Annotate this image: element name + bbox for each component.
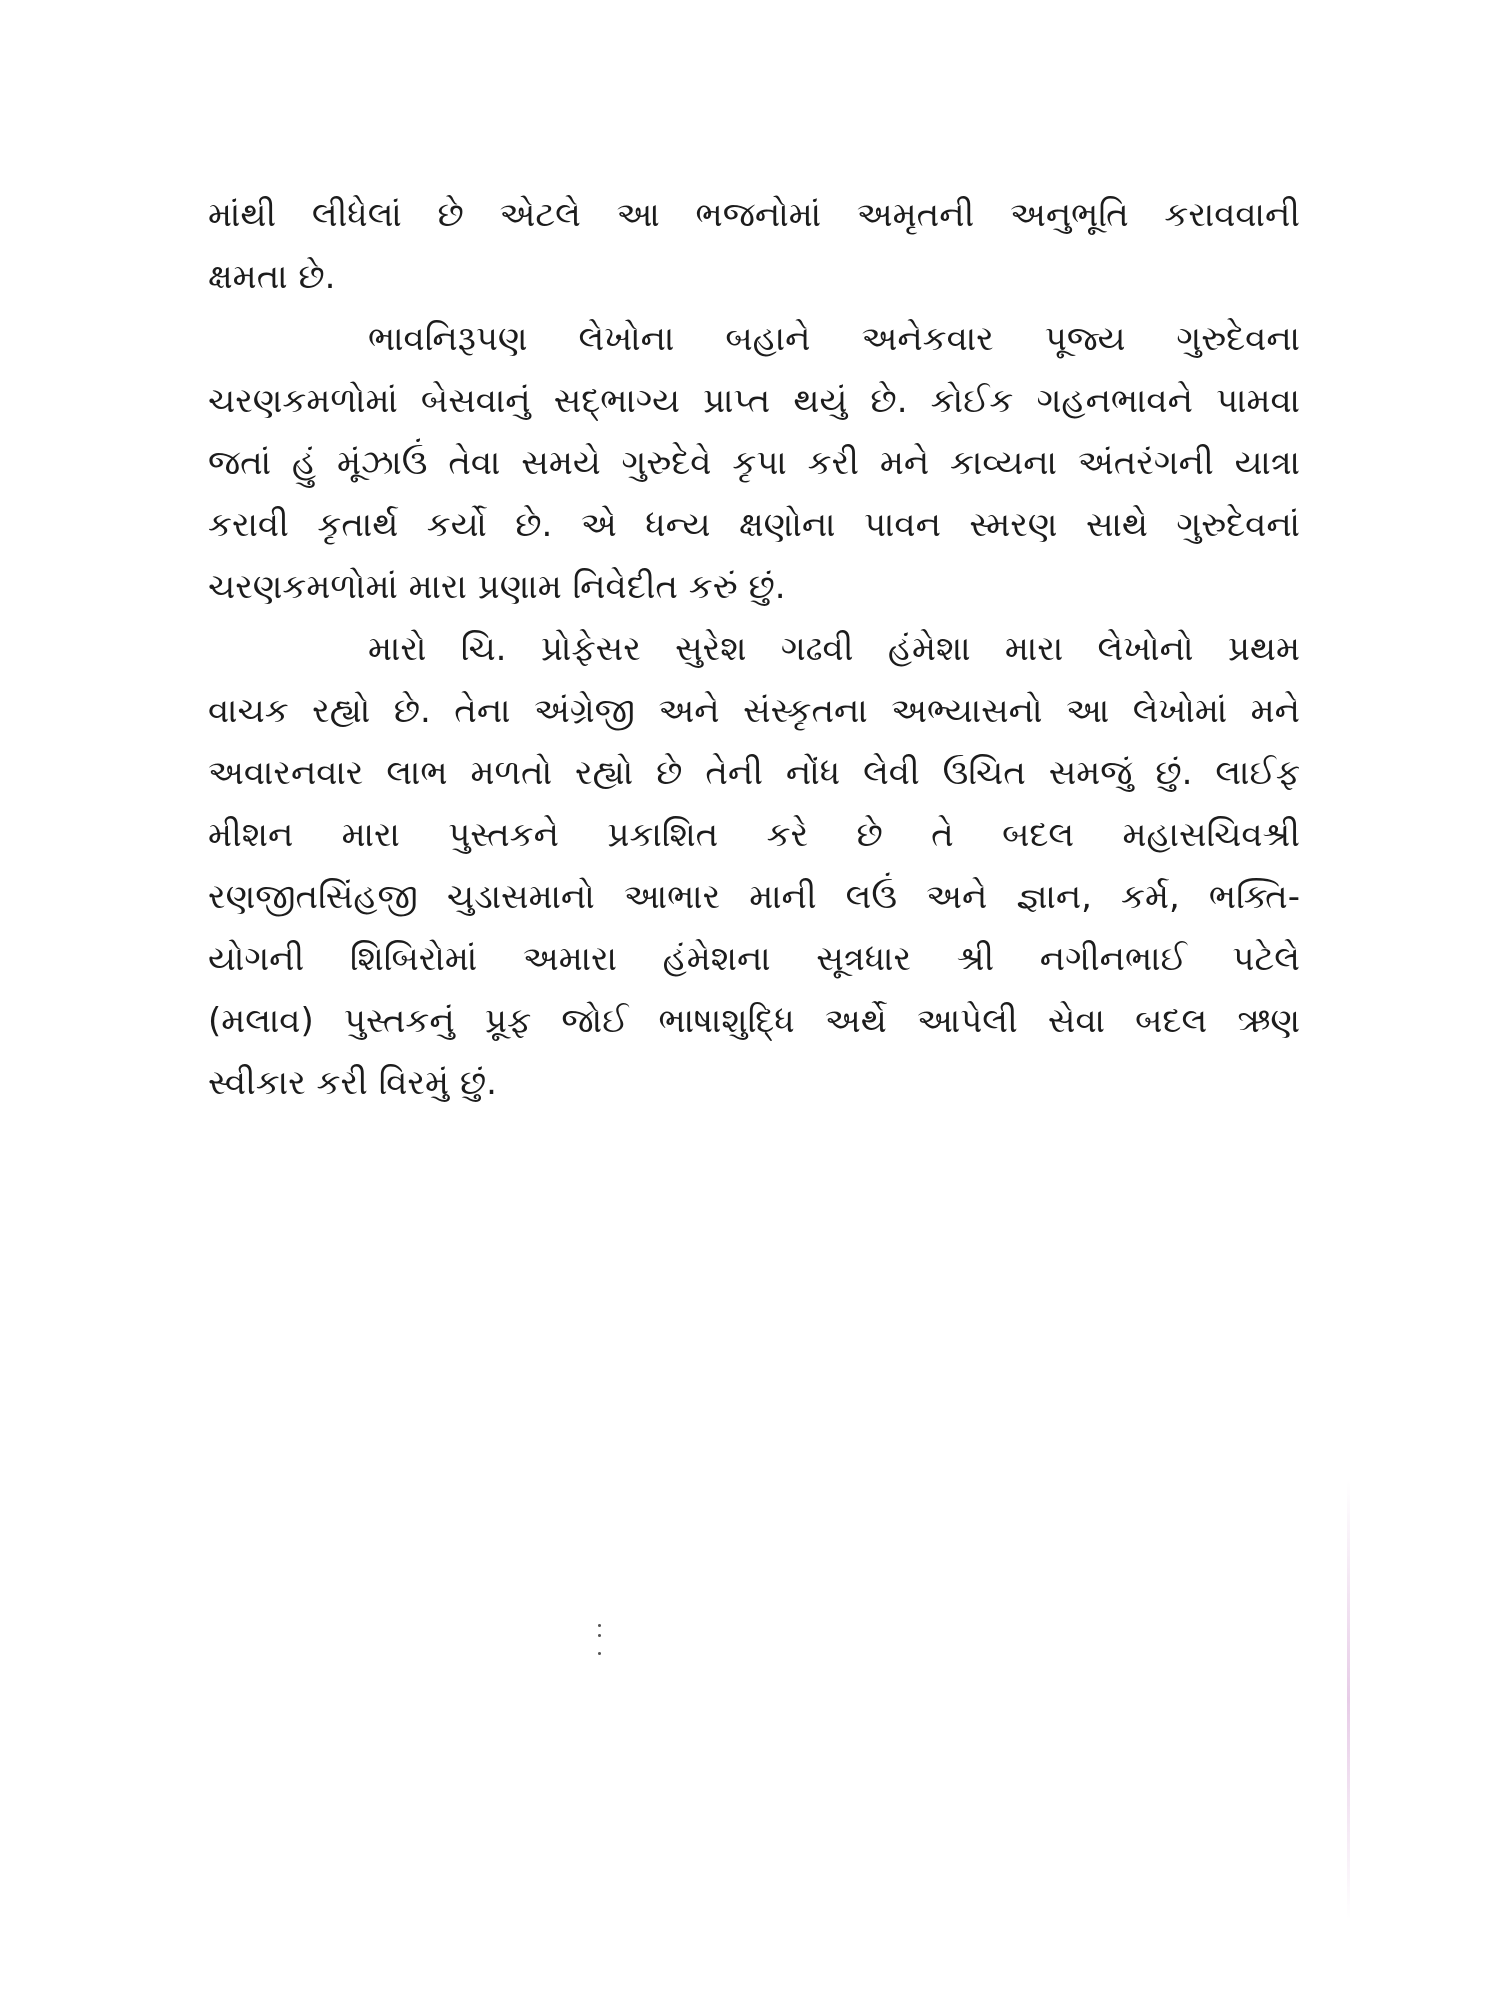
scan-speck	[598, 1634, 601, 1637]
text-line-12: રણજીતસિંહજી ચુડાસમાનો આભાર માની લઉં અને જ્ઞાન, કર્મ, ભક્તિ-	[208, 877, 1300, 917]
scan-edge-shade	[1347, 1480, 1350, 1920]
scan-speck	[598, 1624, 601, 1627]
text-line-2: ક્ષમતા છે.	[208, 257, 336, 297]
text-line-10: અવારનવાર લાભ મળતો રહ્યો છે તેની નોંધ લેવી ઉચિત સમજું છું. લાઈફ	[208, 753, 1300, 793]
text-line-14: (મલાવ) પુસ્તકનું પ્રૂફ જોઈ ભાષાશુદ્ધિ અર્થે આપેલી સેવા બદલ ઋણ	[208, 1001, 1300, 1041]
text-line-8: મારો ચિ. પ્રોફેસર સુરેશ ગઢવી હંમેશા મારા લેખોનો પ્રથમ	[368, 629, 1300, 669]
text-line-5: જતાં હું મૂંઝાઉં તેવા સમયે ગુરુદેવે કૃપા કરી મને કાવ્યના અંતરંગની યાત્રા	[208, 443, 1300, 483]
text-line-9: વાચક રહ્યો છે. તેના અંગ્રેજી અને સંસ્કૃતના અભ્યાસનો આ લેખોમાં મને	[208, 691, 1300, 731]
text-line-6: કરાવી કૃતાર્થ કર્યો છે. એ ધન્ય ક્ષણોના પાવન સ્મરણ સાથે ગુરુદેવનાં	[208, 505, 1300, 545]
text-line-3: ભાવનિરૂપણ લેખોના બહાને અનેકવાર પૂજ્ય ગુરુદેવના	[368, 319, 1300, 359]
scan-speck	[598, 1652, 601, 1655]
text-line-1: માંથી લીધેલાં છે એટલે આ ભજનોમાં અમૃતની અનુભૂતિ કરાવવાની	[208, 195, 1300, 235]
text-line-7: ચરણકમળોમાં મારા પ્રણામ નિવેદીત કરું છું.	[208, 567, 786, 607]
text-line-4: ચરણકમળોમાં બેસવાનું સદ્ભાગ્ય પ્રાપ્ત થયું છે. કોઈક ગહનભાવને પામવા	[208, 381, 1300, 421]
text-line-15: સ્વીકાર કરી વિરમું છું.	[208, 1063, 497, 1103]
page-body-text	[208, 184, 1300, 1114]
text-line-13: યોગની શિબિરોમાં અમારા હંમેશના સૂત્રધાર શ્રી નગીનભાઈ પટેલે	[208, 939, 1300, 979]
text-line-11: મીશન મારા પુસ્તકને પ્રકાશિત કરે છે તે બદલ મહાસચિવશ્રી	[208, 815, 1300, 855]
